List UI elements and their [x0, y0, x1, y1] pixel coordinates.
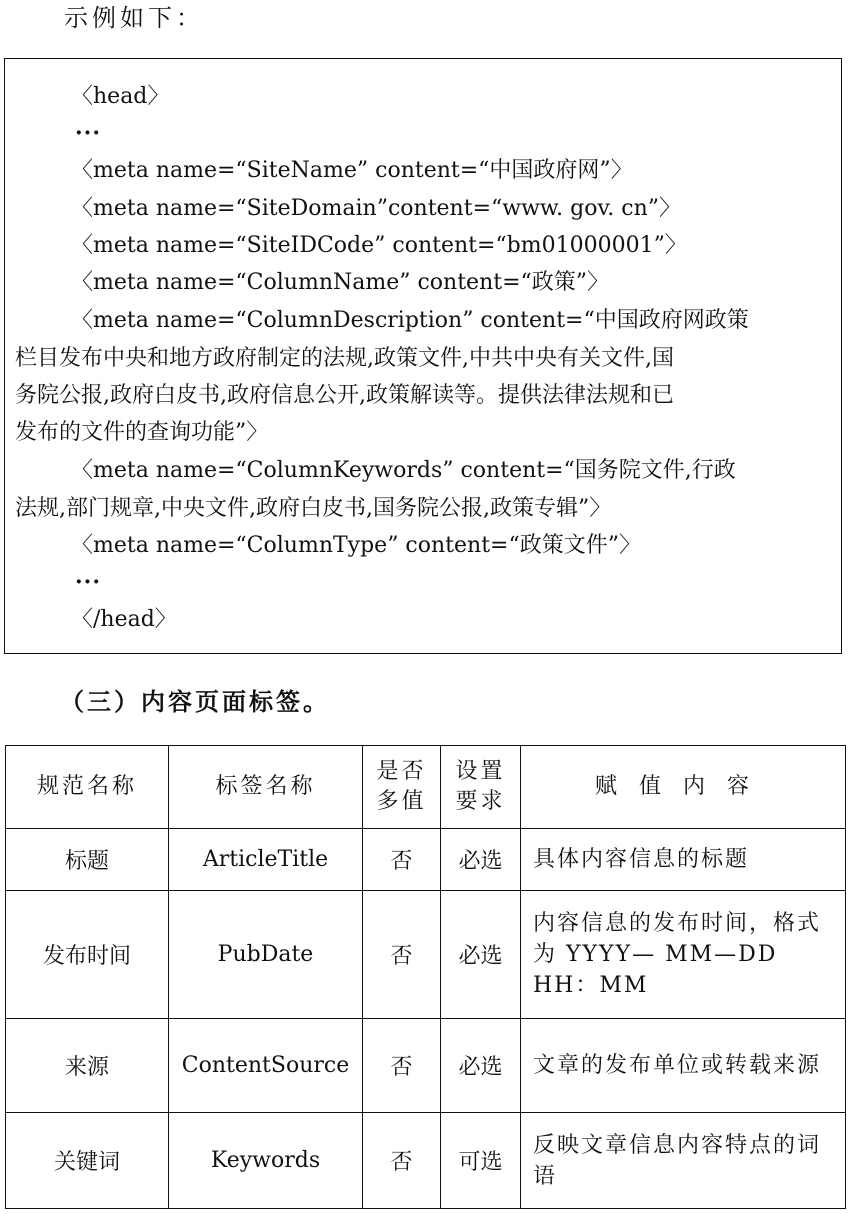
code-line: 栏目发布中央和地方政府制定的法规,政策文件,中共中央有关文件,国 [15, 346, 674, 371]
cell-spec-name: 来源 [6, 1019, 169, 1113]
code-ellipsis: ··· [75, 120, 101, 146]
cell-value-content: 反映文章信息内容特点的词语 [521, 1113, 846, 1209]
cell-multi-value: 否 [363, 1019, 441, 1113]
cell-tag-name: ContentSource [169, 1019, 363, 1113]
header-req-line2: 要求 [455, 789, 506, 814]
cell-tag-name: Keywords [169, 1113, 363, 1209]
header-tag-name: 标签名称 [169, 746, 363, 829]
header-multi-line2: 多值 [376, 789, 427, 814]
cell-spec-name: 发布时间 [6, 891, 169, 1019]
cell-spec-name: 标题 [6, 829, 169, 891]
code-line: 〈meta name=“ColumnDescription” content=“中国政府网政策 [71, 308, 749, 333]
cell-tag-name: ArticleTitle [169, 829, 363, 891]
table-row [6, 891, 846, 1019]
code-ellipsis: ··· [75, 569, 101, 595]
header-requirement [441, 746, 521, 829]
code-example-box [4, 58, 842, 654]
code-line: 〈meta name=“SiteName” content=“中国政府网”〉 [71, 158, 633, 183]
code-line: 〈meta name=“ColumnName” content=“政策”〉 [71, 270, 610, 295]
code-line: 〈meta name=“SiteDomain”content=“www. gov. cn”〉 [71, 196, 681, 221]
cell-requirement: 可选 [441, 1113, 521, 1209]
cell-tag-name: PubDate [169, 891, 363, 1019]
cell-multi-value: 否 [363, 1113, 441, 1209]
code-line: 法规,部门规章,中央文件,政府白皮书,国务院公报,政策专辑”〉 [15, 496, 612, 521]
cell-multi-value: 否 [363, 829, 441, 891]
code-line: 〈head〉 [71, 84, 170, 109]
cell-multi-value: 否 [363, 891, 441, 1019]
cell-requirement: 必选 [441, 1019, 521, 1113]
table-row [6, 1019, 846, 1113]
section-heading: （三）内容页面标签。 [60, 687, 330, 716]
header-multi-line1: 是否 [376, 759, 427, 784]
code-line: 务院公报,政府白皮书,政府信息公开,政策解读等。提供法律法规和已 [15, 383, 674, 408]
table-row [6, 1113, 846, 1209]
table-row [6, 829, 846, 891]
code-line: 〈meta name=“ColumnKeywords” content=“国务院文件,行政 [71, 458, 736, 483]
cell-value-content: 文章的发布单位或转载来源 [521, 1019, 846, 1113]
cell-requirement: 必选 [441, 891, 521, 1019]
code-line: 〈meta name=“ColumnType” content=“政策文件”〉 [71, 533, 641, 558]
header-value-content: 赋值内容 [521, 746, 846, 829]
cell-requirement: 必选 [441, 829, 521, 891]
code-line: 〈/head〉 [71, 607, 177, 632]
header-spec-name: 规范名称 [6, 746, 169, 829]
code-line: 发布的文件的查询功能”〉 [15, 420, 269, 445]
intro-text: 示例如下： [64, 4, 204, 32]
cell-spec-name: 关键词 [6, 1113, 169, 1209]
cell-value-content: 具体内容信息的标题 [521, 829, 846, 891]
cell-value-content: 内容信息的发布时间，格式为 YYYY— MM—DD HH：MM [521, 891, 846, 1019]
code-line: 〈meta name=“SiteIDCode” content=“bm01000001”〉 [71, 233, 687, 258]
header-req-line1: 设置 [455, 759, 506, 784]
content-page-tag-table [5, 745, 846, 1209]
header-multi-value [363, 746, 441, 829]
table-header-row [6, 746, 846, 829]
